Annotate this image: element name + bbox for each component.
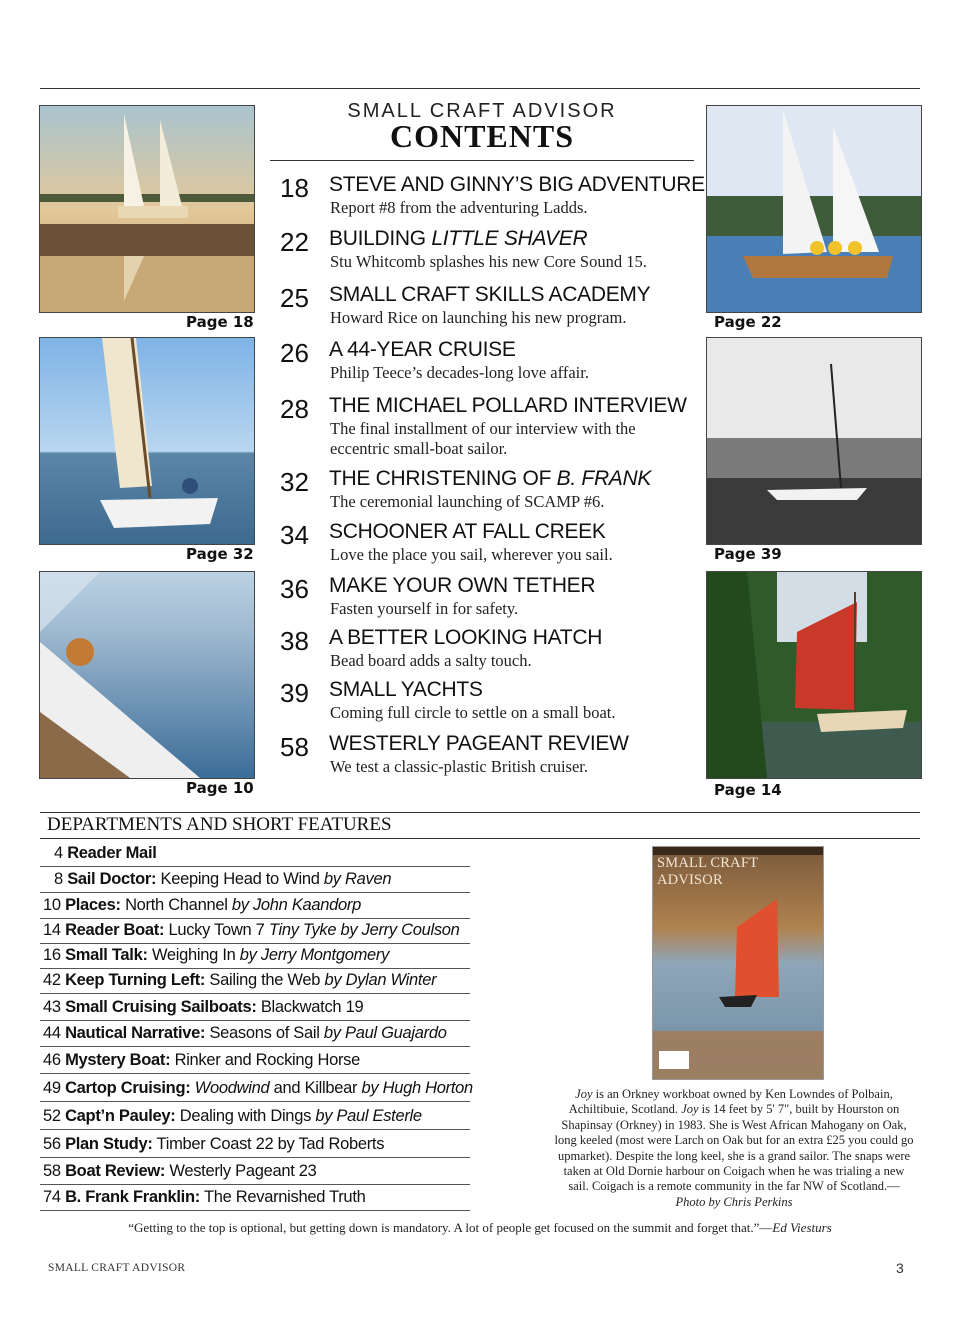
contents-title <box>329 520 606 544</box>
contents-description: Report #8 from the adventuring Ladds. <box>330 198 588 217</box>
department-title-italic: Tiny Tyke by Jerry Coulson <box>264 921 460 939</box>
contents-title-text: STEVE AND GINNY’S BIG ADVENTURE <box>329 173 705 196</box>
department-title: Rinker and Rocking Horse <box>174 1051 360 1069</box>
department-row <box>40 1020 470 1047</box>
department-name: Small Talk: <box>65 946 148 964</box>
department-title: Lucky Town 7 <box>168 921 265 939</box>
department-page-number: 49 <box>43 1079 61 1097</box>
contents-description: Love the place you sail, wherever you sail. <box>330 545 613 564</box>
department-name: Boat Review: <box>65 1162 166 1180</box>
department-title: Timber Coast 22 by Tad Roberts <box>156 1135 385 1153</box>
department-page-number: 43 <box>43 998 61 1016</box>
pull-quote <box>0 1220 960 1236</box>
contents-page-number: 58 <box>280 732 309 762</box>
page-number: 3 <box>896 1260 904 1276</box>
contents-page-number: 22 <box>280 227 309 257</box>
contents-description: Fasten yourself in for safety. <box>330 599 519 618</box>
department-row <box>40 840 470 867</box>
department-byline: by Jerry Montgomery <box>239 946 390 964</box>
page-label: Page 39 <box>714 545 782 563</box>
department-name: Small Cruising Sailboats: <box>65 998 257 1016</box>
contents-page-number: 38 <box>280 626 309 656</box>
masthead-brand: SMALL CRAFT ADVISOR <box>347 100 617 122</box>
contents-title <box>329 227 587 251</box>
contents-title <box>329 467 651 491</box>
department-page-number: 74 <box>43 1188 61 1206</box>
contents-title-text: A 44-YEAR CRUISE <box>329 338 516 361</box>
department-row <box>40 967 470 994</box>
department-title: North Channel <box>125 896 228 914</box>
footer-brand: SMALL CRAFT ADVISOR <box>48 1262 186 1274</box>
department-title-after: and Killbear <box>269 1079 358 1097</box>
twin-sailboats-at-sunset-image <box>39 105 255 313</box>
department-name: Plan Study: <box>65 1135 153 1153</box>
contents-page-number: 39 <box>280 678 309 708</box>
contents-title-italic: LITTLE SHAVER <box>431 227 588 250</box>
department-byline: by Dylan Winter <box>324 971 437 989</box>
contents-page-number: 25 <box>280 283 309 313</box>
contents-title <box>329 678 483 702</box>
contents-title-text: SCHOONER AT FALL CREEK <box>329 520 606 543</box>
contents-title-text: SMALL CRAFT SKILLS ACADEMY <box>329 283 651 306</box>
contents-description: Philip Teece’s decades-long love affair. <box>330 363 589 382</box>
contents-title-text: THE MICHAEL POLLARD INTERVIEW <box>329 394 687 417</box>
vintage-yacht-photo-image <box>706 337 922 545</box>
cover-brand: SMALL CRAFT ADVISOR <box>657 855 758 888</box>
magazine-cover-red-sail-image <box>652 846 824 1080</box>
sailboat-with-sailor-image <box>39 337 255 545</box>
red-sail-junk-rig-image <box>706 571 922 779</box>
contents-description: Stu Whitcomb splashes his new Core Sound 15. <box>330 252 647 271</box>
contents-page-number: 32 <box>280 467 309 497</box>
department-row <box>40 942 470 969</box>
department-name: Cartop Cruising: <box>65 1079 191 1097</box>
quote-author: Ed Viesturs <box>772 1220 832 1235</box>
contents-title-text: THE CHRISTENING OF <box>329 467 557 490</box>
department-page-number: 4 <box>54 844 63 862</box>
department-row <box>40 866 470 893</box>
page-label: Page 32 <box>186 545 254 563</box>
contents-title-italic: B. FRANK <box>556 467 652 490</box>
contents-title <box>329 394 687 418</box>
department-page-number: 44 <box>43 1024 61 1042</box>
photo-credit: Photo by Chris Perkins <box>675 1194 793 1209</box>
boat-name: Joy <box>575 1087 593 1101</box>
department-row <box>40 994 470 1021</box>
page-label: Page 14 <box>714 781 782 799</box>
contents-title <box>329 283 650 307</box>
department-row <box>40 892 470 919</box>
department-name: Sail Doctor: <box>67 870 157 888</box>
department-title: Weighing In <box>151 946 236 964</box>
department-page-number: 14 <box>43 921 61 939</box>
caption-text: is an Orkney workboat owned by Ken Lowndes of Polbain, Achiltibuie, Scotland. <box>568 1087 893 1117</box>
department-name: Places: <box>65 896 121 914</box>
top-rule <box>40 88 920 89</box>
contents-description: We test a classic-plastic British cruiser. <box>330 757 589 776</box>
department-page-number: 16 <box>43 946 61 964</box>
department-page-number: 42 <box>43 971 61 989</box>
department-title: Dealing with Dings <box>179 1107 312 1125</box>
page-title: CONTENTS <box>389 118 575 154</box>
department-title: The Revarnished Truth <box>203 1188 366 1206</box>
contents-title <box>329 173 705 197</box>
contents-page-number: 26 <box>280 338 309 368</box>
departments-heading-rule <box>40 838 920 839</box>
department-row <box>40 1047 470 1074</box>
contents-page-number: 34 <box>280 520 309 550</box>
contents-title <box>329 338 516 362</box>
department-page-number: 8 <box>54 870 63 888</box>
department-byline: by John Kaandorp <box>231 896 361 914</box>
crew-sailing-image <box>706 105 922 313</box>
contents-description: Howard Rice on launching his new program. <box>330 308 627 327</box>
contents-title <box>329 732 629 756</box>
contents-page-number: 28 <box>280 394 309 424</box>
department-byline: by Raven <box>323 870 392 888</box>
caption-text: is 14 feet by 5' 7", built by Hourston on Shapinsay (Orkney) in 1983. She is West African Mahogany on Oak, long keeled (most were Larch on Oak but for an extra £25 you could go upmarket). Despite the long keel, she is a grand sailor. The snaps were taken at Old Dornie harbour on Coigach when he was trialing a new sail. Coigach is a remote community in the far NW of Scotland.— <box>554 1102 914 1194</box>
department-title: Westerly Pageant 23 <box>169 1162 317 1180</box>
department-title: Seasons of Sail <box>209 1024 320 1042</box>
contents-title <box>329 574 595 598</box>
contents-title-text: BUILDING <box>329 227 432 250</box>
department-title: Sailing the Web <box>209 971 321 989</box>
contents-description: The ceremonial launching of SCAMP #6. <box>330 492 605 511</box>
department-byline: by Paul Guajardo <box>323 1024 447 1042</box>
department-row <box>40 1131 470 1158</box>
contents-title-text: MAKE YOUR OWN TETHER <box>329 574 596 597</box>
department-title: Keeping Head to Wind <box>160 870 320 888</box>
department-name: B. Frank Franklin: <box>65 1188 200 1206</box>
department-page-number: 56 <box>43 1135 61 1153</box>
quote-text: “Getting to the top is optional, but getting down is mandatory. A lot of people get focused on the summit and forget that.”— <box>128 1220 773 1235</box>
boat-name: Joy <box>681 1102 699 1117</box>
page-label: Page 22 <box>714 313 782 331</box>
department-name: Mystery Boat: <box>65 1051 171 1069</box>
department-name: Keep Turning Left: <box>65 971 206 989</box>
masthead-rule <box>270 160 694 161</box>
departments-top-rule <box>40 812 920 813</box>
department-page-number: 46 <box>43 1051 61 1069</box>
contents-title-text: WESTERLY PAGEANT REVIEW <box>329 732 629 755</box>
contents-title <box>329 626 602 650</box>
department-name: Reader Mail <box>67 844 157 862</box>
department-byline: by Hugh Horton <box>361 1079 473 1097</box>
department-title-italic: Woodwind <box>194 1079 270 1097</box>
department-name: Nautical Narrative: <box>65 1024 206 1042</box>
department-page-number: 10 <box>43 896 61 914</box>
contents-page-number: 36 <box>280 574 309 604</box>
photo-caption <box>553 1087 915 1210</box>
department-row <box>40 1184 470 1211</box>
department-page-number: 58 <box>43 1162 61 1180</box>
contents-title-text: A BETTER LOOKING HATCH <box>329 626 603 649</box>
department-page-number: 52 <box>43 1107 61 1125</box>
contents-description: Coming full circle to settle on a small boat. <box>330 703 616 722</box>
contents-description: The final installment of our interview with the eccentric small-boat sailor. <box>330 419 636 458</box>
department-name: Reader Boat: <box>65 921 165 939</box>
department-row <box>40 1103 470 1130</box>
department-name: Capt’n Pauley: <box>65 1107 176 1125</box>
department-row <box>40 1075 473 1102</box>
departments-heading: DEPARTMENTS AND SHORT FEATURES <box>47 814 392 835</box>
department-row <box>40 917 470 944</box>
page-label: Page 18 <box>186 313 254 331</box>
contents-page-number: 18 <box>280 173 309 203</box>
contents-title-text: SMALL YACHTS <box>329 678 483 701</box>
contents-description: Bead board adds a salty touch. <box>330 651 532 670</box>
boat-deck-view-image <box>39 571 255 779</box>
page-label: Page 10 <box>186 779 254 797</box>
department-title: Blackwatch 19 <box>260 998 364 1016</box>
department-row <box>40 1158 470 1185</box>
department-byline: by Paul Esterle <box>315 1107 422 1125</box>
